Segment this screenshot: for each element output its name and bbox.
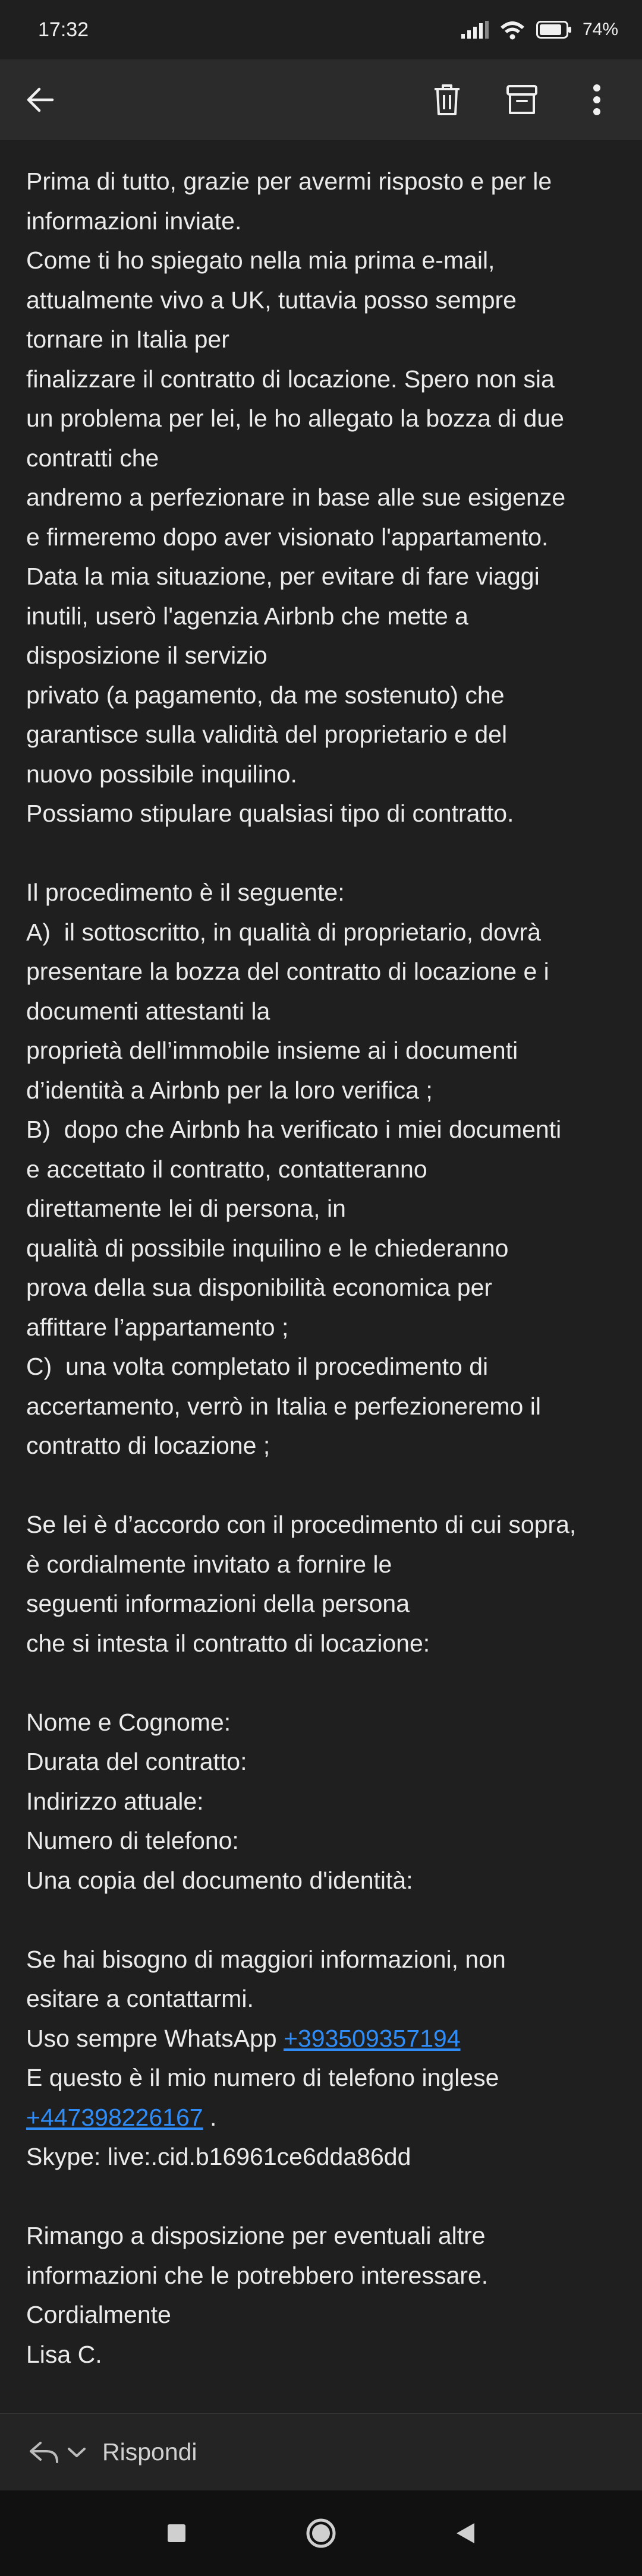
delete-icon[interactable]: [421, 74, 473, 126]
app-bar: [0, 59, 642, 140]
status-icons: [461, 20, 618, 40]
text-line: Data la mia situazione, per evitare di fare viaggi: [26, 563, 540, 590]
text-line: seguenti informazioni della persona: [26, 1590, 410, 1617]
uk-number-link[interactable]: +447398226167: [26, 2103, 203, 2131]
text-line: documenti attestanti la: [26, 997, 270, 1025]
recents-square-icon[interactable]: [166, 2523, 187, 2543]
text-line: affittare l’appartamento ;: [26, 1313, 289, 1341]
text-line: presentare la bozza del contratto di locazione e i: [26, 958, 549, 985]
text-line: Indirizzo attuale:: [26, 1787, 204, 1815]
uk-phone-line: +447398226167 .: [26, 2103, 217, 2131]
text-line: Cordialmente: [26, 2301, 171, 2328]
email-closing: [26, 2177, 621, 2375]
text-line: A) il sottoscritto, in qualità di proprietario, dovrà: [26, 918, 541, 946]
text-line: nuovo possibile inquilino.: [26, 760, 297, 788]
text-line: qualità di possibile inquilino e le chiederanno: [26, 1234, 509, 1262]
text-line: Possiamo stipulare qualsiasi tipo di contratto.: [26, 800, 514, 827]
skype-line: Skype: live:.cid.b16961ce6dda86dd: [26, 2143, 411, 2170]
text-line: privato (a pagamento, da me sostenuto) che: [26, 681, 505, 709]
blank-line: [26, 1663, 621, 1703]
text-line: inutili, userò l'agenzia Airbnb che mette a: [26, 602, 468, 630]
text-line: che si intesta il contratto di locazione:: [26, 1629, 430, 1657]
wifi-icon: [499, 20, 525, 40]
text-line: Se lei è d’accordo con il procedimento di cui sopra,: [26, 1511, 577, 1538]
text-line: Se hai bisogno di maggiori informazioni, non: [26, 1945, 506, 1973]
text-line: attualmente vivo a UK, tuttavia posso sempre: [26, 286, 517, 314]
back-arrow-icon[interactable]: [14, 74, 67, 126]
text-line: informazioni che le potrebbero interessare.: [26, 2261, 489, 2289]
text-line: direttamente lei di persona, in: [26, 1195, 346, 1222]
battery-icon: [536, 21, 572, 39]
text-line: informazioni inviate.: [26, 207, 242, 235]
reply-icon[interactable]: [29, 2441, 61, 2464]
whatsapp-line: Uso sempre WhatsApp +393509357194: [26, 2024, 461, 2052]
text-line: tornare in Italia per: [26, 326, 229, 353]
text-line: Il procedimento è il seguente:: [26, 879, 345, 906]
text-line: Lisa C.: [26, 2340, 102, 2368]
text-line: disposizione il servizio: [26, 642, 268, 669]
text-line: Numero di telefono:: [26, 1827, 239, 1854]
chevron-down-icon[interactable]: [67, 2445, 87, 2460]
reply-bar[interactable]: [0, 2413, 642, 2490]
text-line: Nome e Cognome:: [26, 1708, 231, 1736]
whatsapp-number-link[interactable]: +393509357194: [283, 2024, 461, 2052]
status-time: 17:32: [38, 18, 89, 41]
blank-line: [26, 1900, 621, 1940]
uk-phone-intro: E questo è il mio numero di telefono inglese: [26, 2064, 499, 2091]
text-line: Prima di tutto, grazie per avermi risposto e per le: [26, 168, 552, 195]
system-nav-bar: [0, 2490, 642, 2576]
text-line: prova della sua disponibilità economica per: [26, 1274, 493, 1301]
battery-percent: 74%: [582, 20, 618, 39]
back-triangle-icon[interactable]: [455, 2522, 476, 2545]
signal-icon: [461, 21, 489, 39]
text-line: finalizzare il contratto di locazione. Spero non sia: [26, 365, 555, 393]
text-line: contratti che: [26, 444, 159, 472]
home-circle-icon[interactable]: [306, 2518, 336, 2549]
blank-line: [26, 834, 621, 873]
text-line: e accettato il contratto, contatteranno: [26, 1155, 427, 1183]
email-paragraphs: [26, 162, 621, 2019]
text-line: andremo a perfezionare in base alle sue esigenze: [26, 484, 566, 511]
text-line: Durata del contratto:: [26, 1748, 247, 1775]
text-line: garantisce sulla validità del proprietario e del: [26, 721, 508, 748]
reply-label[interactable]: Rispondi: [102, 2438, 197, 2465]
text-line: d’identità a Airbnb per la loro verifica ;: [26, 1076, 433, 1104]
text-line: Una copia del documento d'identità:: [26, 1866, 413, 1894]
text-line: proprietà dell’immobile insieme ai i documenti: [26, 1037, 518, 1064]
text-line: esitare a contattarmi.: [26, 1985, 254, 2012]
text-line: C) una volta completato il procedimento di: [26, 1353, 489, 1380]
archive-icon[interactable]: [496, 74, 548, 126]
text-line: Come ti ho spiegato nella mia prima e-mail,: [26, 247, 495, 274]
text-line: accertamento, verrò in Italia e perfezioneremo il: [26, 1392, 541, 1420]
text-line: contratto di locazione ;: [26, 1432, 270, 1459]
email-body: [26, 162, 621, 2374]
status-bar: [0, 0, 642, 59]
text-line: e firmeremo dopo aver visionato l'appartamento.: [26, 523, 549, 551]
text-line: Rimango a disposizione per eventuali altre: [26, 2222, 486, 2249]
text-line: è cordialmente invitato a fornire le: [26, 1550, 392, 1578]
text-line: B) dopo che Airbnb ha verificato i miei documenti: [26, 1116, 562, 1143]
text-line: un problema per lei, le ho allegato la bozza di due: [26, 405, 564, 432]
blank-line: [26, 1466, 621, 1505]
more-vert-icon[interactable]: [571, 74, 623, 126]
blank-line: [26, 2177, 621, 2217]
